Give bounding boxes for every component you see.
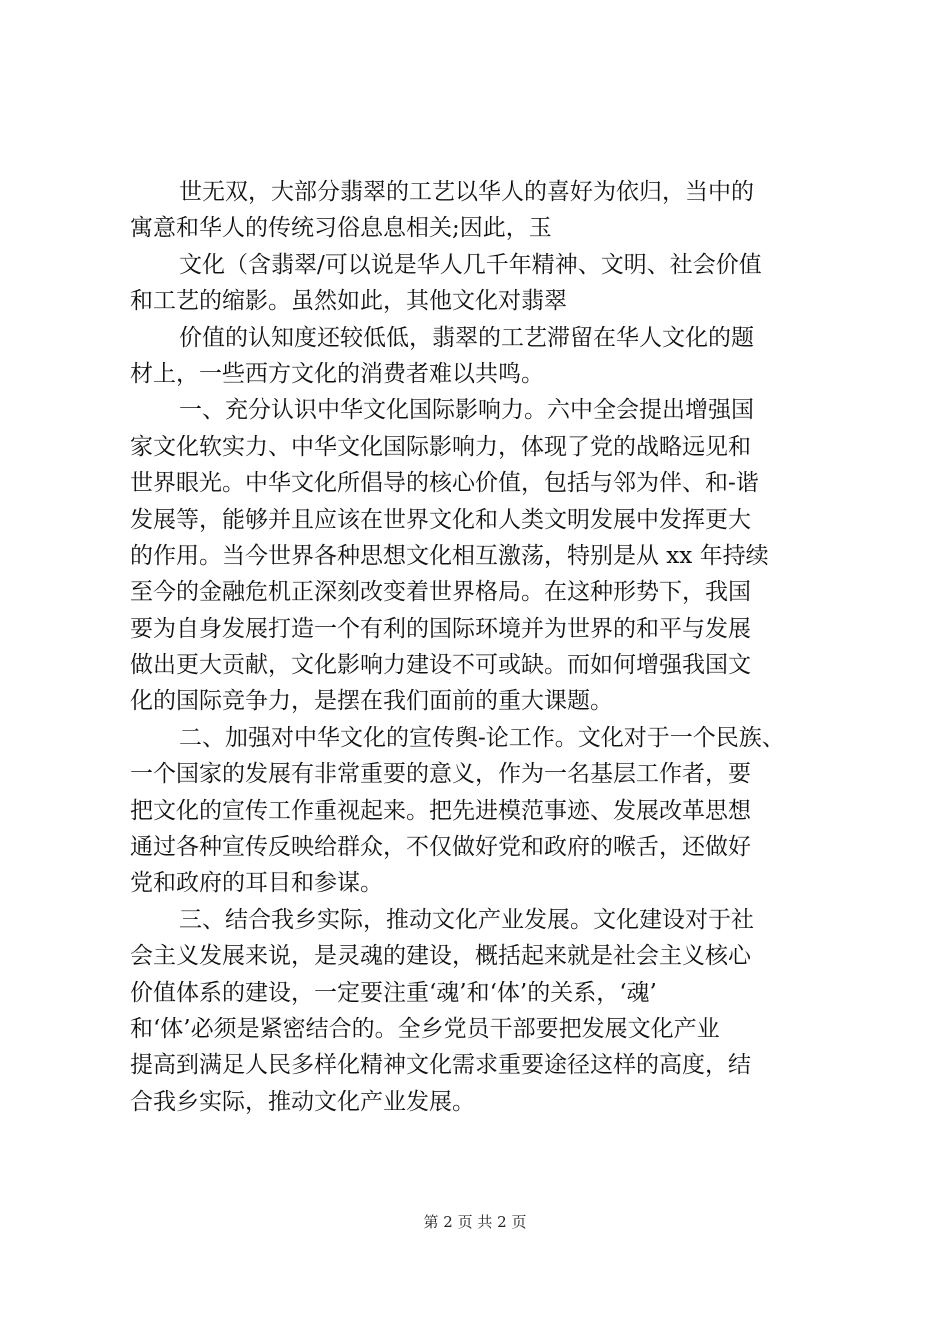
text-line: 材上，一些西方文化的消费者难以共鸣。 bbox=[130, 360, 544, 387]
text-line: 价值体系的建设，一定要注重‘魂’和‘体’的关系，‘魂’ bbox=[130, 979, 657, 1006]
text-line: 一个国家的发展有非常重要的意义，作为一名基层工作者，要 bbox=[130, 761, 751, 788]
document-body bbox=[130, 174, 835, 1120]
text-line: 寓意和华人的传统习俗息息相关;因此，玉 bbox=[130, 215, 552, 242]
text-line: 把文化的宣传工作重视起来。把先进模范事迹、发展改革思想 bbox=[130, 797, 751, 824]
text-line: 化的国际竞争力，是摆在我们面前的重大课题。 bbox=[130, 688, 613, 715]
text-line: 二、加强对中华文化的宣传舆-论工作。文化对于一个民族、 bbox=[179, 724, 785, 751]
text-line: 要为自身发展打造一个有利的国际环境并为世界的和平与发展 bbox=[130, 615, 751, 642]
text-line: 文化（含翡翠/可以说是华人几千年精神、文明、社会价值 bbox=[179, 251, 762, 278]
text-line: 提高到满足人民多样化精神文化需求重要途径这样的高度，结 bbox=[130, 1052, 751, 1079]
text-line: 发展等，能够并且应该在世界文化和人类文明发展中发挥更大 bbox=[130, 506, 751, 533]
text-line: 和‘体’必须是紧密结合的。全乡党员干部要把发展文化产业 bbox=[130, 1015, 720, 1042]
page-footer: 第 2 页 共 2 页 bbox=[423, 1213, 527, 1231]
text-line: 和工艺的缩影。虽然如此，其他文化对翡翠 bbox=[130, 288, 567, 315]
text-line: 至今的金融危机正深刻改变着世界格局。在这种形势下，我国 bbox=[130, 579, 751, 606]
text-line: 世无双，大部分翡翠的工艺以华人的喜好为依归，当中的 bbox=[179, 179, 754, 205]
text-line: 世界眼光。中华文化所倡导的核心价值，包括与邻为伴、和-谐 bbox=[130, 470, 759, 497]
text-line: 三、结合我乡实际，推动文化产业发展。文化建设对于社 bbox=[179, 906, 754, 933]
text-line: 合我乡实际，推动文化产业发展。 bbox=[130, 1088, 475, 1115]
text-line: 会主义发展来说，是灵魂的建设，概括起来就是社会主义核心 bbox=[130, 943, 751, 970]
text-line: 价值的认知度还较低低，翡翠的工艺滞留在华人文化的题 bbox=[179, 324, 754, 351]
text-line: 通过各种宣传反映给群众，不仅做好党和政府的喉舌，还做好 bbox=[130, 834, 751, 861]
text-line: 做出更大贡献，文化影响力建设不可或缺。而如何增强我国文 bbox=[130, 652, 751, 679]
text-line: 党和政府的耳目和参谋。 bbox=[130, 870, 383, 897]
text-line: 家文化软实力、中华文化国际影响力，体现了党的战略远见和 bbox=[130, 433, 751, 460]
text-line: 一、充分认识中华文化国际影响力。六中全会提出增强国 bbox=[179, 397, 754, 424]
text-line: 的作用。当今世界各种思想文化相互激荡，特别是从 xx 年持续 bbox=[130, 542, 769, 569]
